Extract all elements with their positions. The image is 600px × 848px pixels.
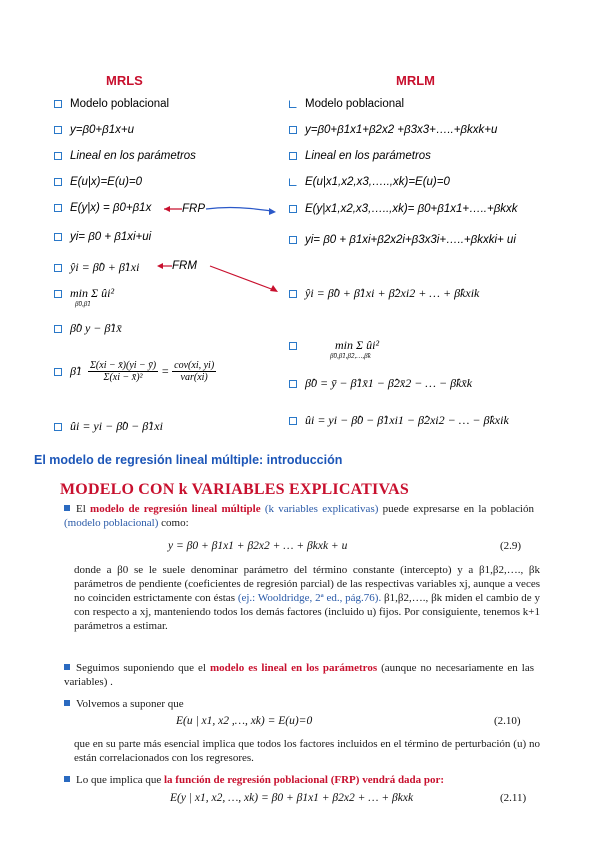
paragraph-6: Lo que implica que la función de regresión poblacional (FRP) vendrá dada por: bbox=[64, 773, 534, 787]
equation-2-9-number: (2.9) bbox=[500, 540, 522, 552]
section-title: El modelo de regresión lineal múltiple: introducción bbox=[34, 453, 343, 467]
right-item-5: E(y|x1,x2,x3,…..,xk)= β0+β1x1+…..+βkxk bbox=[289, 203, 518, 215]
left-item-3: Lineal en los parámetros bbox=[54, 150, 196, 162]
right-item-6: yi= β0 + β1xi+β2x2i+β3x3i+…..+βkxki+ ui bbox=[289, 234, 516, 246]
right-min-subscript: β̂0,β̂1,β̂2,…,β̂k bbox=[330, 352, 371, 360]
right-item-10: ûi = yi − β̂0 − β̂1xi1 − β̂2xi2 − … − β̂kxik bbox=[289, 413, 509, 428]
left-item-5: E(y|x) = β0+β1x bbox=[54, 202, 151, 214]
square-bullet-icon bbox=[64, 664, 70, 670]
right-column-title: MRLM bbox=[396, 73, 435, 88]
right-item-4: E(u|x1,x2,x3,…..,xk)=E(u)=0 bbox=[289, 176, 450, 188]
square-bullet-icon bbox=[64, 505, 70, 511]
left-item-7: ŷi = β̂0 + β̂1xi bbox=[54, 260, 139, 275]
left-column-title: MRLS bbox=[106, 73, 143, 88]
equation-2-11-number: (2.11) bbox=[500, 792, 527, 804]
right-item-8: min Σ ûi² bbox=[289, 338, 379, 353]
square-bullet-icon bbox=[64, 700, 70, 706]
main-title: MODELO CON k VARIABLES EXPLICATIVAS bbox=[60, 481, 410, 498]
left-item-9: β̂0 y − β̂1x̄ bbox=[54, 321, 122, 336]
right-item-2: y=β0+β1x1+β2x2 +β3x3+…..+βkxk+u bbox=[289, 124, 497, 136]
paragraph-3: Seguimos suponiendo que el modelo es lineal en los parámetros (aunque no necesariamente en las variables) . bbox=[64, 662, 534, 688]
frm-arrow-icon bbox=[157, 263, 278, 292]
left-item-6: yi= β0 + β1xi+ui bbox=[54, 231, 151, 243]
left-item-11: ûi = yi − β̂0 − β̂1xi bbox=[54, 419, 163, 434]
paragraph-5: que en su parte más esencial implica que todos los factores incluidos en el término de perturbación (u) no están correlacionados con los regresores. bbox=[74, 738, 540, 764]
equation-2-10-number: (2.10) bbox=[494, 715, 521, 727]
right-item-1: Modelo poblacional bbox=[289, 98, 404, 110]
equation-2-10: E(u | x1, x2 ,…, xk) = E(u)=0 bbox=[176, 715, 313, 727]
paragraph-1: El modelo de regresión lineal múltiple (k variables explicativas) puede expresarse en la población (modelo poblacional) como: bbox=[64, 503, 534, 529]
left-item-10: β̂1 $\frac{\Sigma(xi - x̄)(yi - ȳ)}{\text{Σ(xi − x̄)²}}$ = $\frac{\text{cov(xi, yi)}}{\text{var(xi)}}$ bbox=[54, 360, 216, 383]
left-min-subscript: β̂0,β̂1 bbox=[75, 300, 91, 308]
beta1-fraction: $\frac{\Sigma(xi - x̄)(yi - ȳ)}{\text{Σ(xi − x̄)²}}$ bbox=[89, 360, 157, 383]
left-item-4: E(u|x)=E(u)=0 bbox=[54, 176, 142, 188]
left-item-1: Modelo poblacional bbox=[54, 98, 169, 110]
left-item-8: min Σ ûi² bbox=[54, 286, 114, 301]
frp-arrow-icon bbox=[164, 206, 276, 215]
frm-label: FRM bbox=[172, 260, 197, 272]
paragraph-4: Volvemos a suponer que bbox=[64, 697, 534, 711]
paragraph-2: donde a β0 se le suele denominar parámetro del término constante (intercepto) y a β1,β2,…., βk parámetros de pendiente (coeficientes de regresión parcial) de las respectivas variables xj, aunque a veces no coinciden estrictamente con éstas (ej.: Wooldridge, 2ª ed., pág.76). β1,β2,…., βk miden el cambio de y con respecto a xj, manteniendo todos los demás factores (incluido u) fijos. Por consiguiente, tenemos k+1 parámetros a estimar. bbox=[74, 564, 541, 632]
equation-2-9: y = β0 + β1x1 + β2x2 + … + βkxk + u bbox=[168, 540, 348, 552]
equation-2-11: E(y | x1, x2, …, xk) = β0 + β1x1 + β2x2 + … + βkxk bbox=[170, 792, 414, 804]
square-bullet-icon bbox=[64, 776, 70, 782]
right-item-9: β̂0 = ȳ − β̂1x̄1 − β̂2x̄2 − … − β̂kx̄k bbox=[289, 376, 472, 391]
beta1-cov-fraction: $\frac{\text{cov(xi, yi)}}{\text{var(xi)}}$ bbox=[174, 360, 215, 383]
frp-label: FRP bbox=[182, 203, 205, 215]
right-item-3: Lineal en los parámetros bbox=[289, 150, 431, 162]
right-item-7: ŷi = β̂0 + β̂1xi + β̂2xi2 + … + β̂kxik bbox=[289, 286, 479, 301]
left-item-2: y=β0+β1x+u bbox=[54, 124, 134, 136]
